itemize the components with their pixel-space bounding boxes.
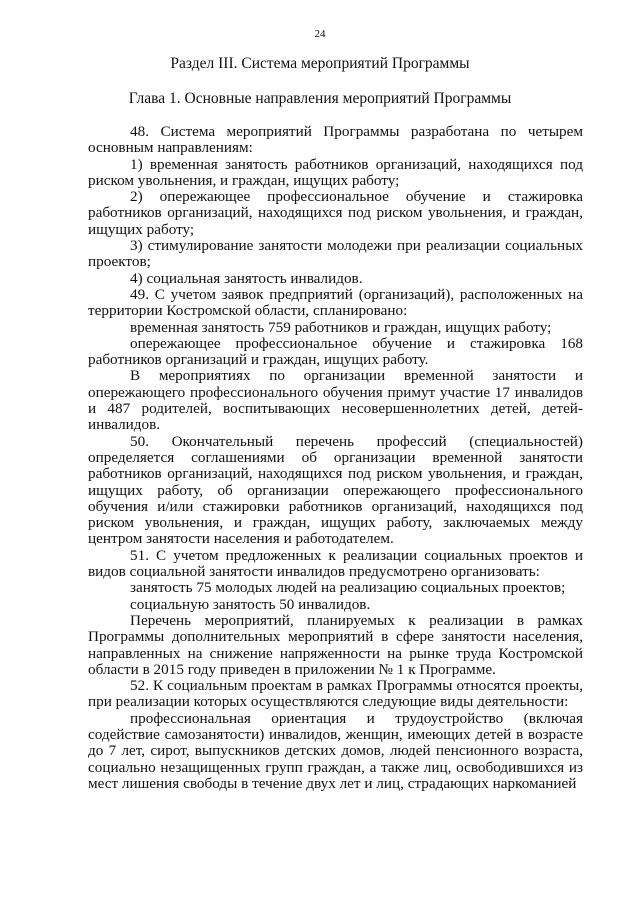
- paragraph-48: 48. Система мероприятий Программы разработана по четырем основным направлениям:: [88, 123, 583, 157]
- page-number: 24: [314, 28, 326, 40]
- paragraph-52: 52. К социальным проектам в рамках Программы относятся проекты, при реализации которых осуществляются следующие виды деятельности:: [88, 677, 583, 711]
- list-item-3: 3) стимулирование занятости молодежи при реализации социальных проектов;: [88, 237, 583, 271]
- list-item-2: 2) опережающее профессиональное обучение и стажировка работников организаций, находящихся под риском увольнения, и граждан, ищущих работу;: [88, 188, 583, 238]
- paragraph-49-item-temporary: временная занятость 759 работников и граждан, ищущих работу;: [130, 318, 552, 336]
- paragraph-49-item-training: опережающее профессиональное обучение и стажировка 168 работников организаций и граждан, ищущих работу.: [88, 334, 583, 369]
- body-text: [88, 124, 583, 792]
- list-item-4: 4) социальная занятость инвалидов.: [130, 269, 363, 287]
- section-title: Раздел III. Система мероприятий Программы: [170, 55, 470, 72]
- chapter-title: Глава 1. Основные направления мероприятий Программы: [128, 90, 512, 107]
- paragraph-51: 51. С учетом предложенных к реализации социальных проектов и видов социальной занятости инвалидов предусмотрено организовать:: [88, 546, 583, 581]
- paragraph-51-item-youth: занятость 75 молодых людей на реализацию социальных проектов;: [130, 579, 566, 597]
- list-item-1: 1) временная занятость работников организаций, находящихся под риском увольнения, и граждан, ищущих работу;: [88, 155, 583, 189]
- paragraph-measures-list: Перечень мероприятий, планируемых к реализации в рамках Программы дополнительных мероприятий в сфере занятости населения, направленных на снижение напряженности на рынке труда Костромской области в 2015 году приведен в приложении № 1 к Программе.: [88, 611, 583, 678]
- paragraph-51-item-disabled: социальную занятость 50 инвалидов.: [130, 595, 371, 613]
- paragraph-52-item-orientation: профессиональная ориентация и трудоустройство (включая содействие самозанятости) инвалидов, женщин, имеющих детей в возрасте до 7 лет, сирот, выпускников детских домов, людей пенсионного возраста, социально незащищенных групп граждан, а также лиц, освободившихся из мест лишения свободы в течение двух лет и лиц, страдающих наркоманией: [88, 709, 583, 792]
- paragraph-49: 49. С учетом заявок предприятий (организаций), расположенных на территории Костромской области, спланировано:: [88, 285, 583, 320]
- paragraph-disabled-participation: В мероприятиях по организации временной занятости и опережающего профессионального обучения примут участие 17 инвалидов и 487 родителей, воспитывающих несовершеннолетних детей, детей-инвалидов.: [88, 367, 583, 434]
- paragraph-50: 50. Окончательный перечень профессий (специальностей) определяется соглашениями об организации временной занятости работников организаций, находящихся под риском увольнения, и граждан, ищущих работу, об организации опережающего профессионального обучения и/или стажировки работников организаций, находящихся под риском увольнения, и граждан, ищущих работу, заключаемых между центром занятости населения и работодателем.: [88, 432, 583, 548]
